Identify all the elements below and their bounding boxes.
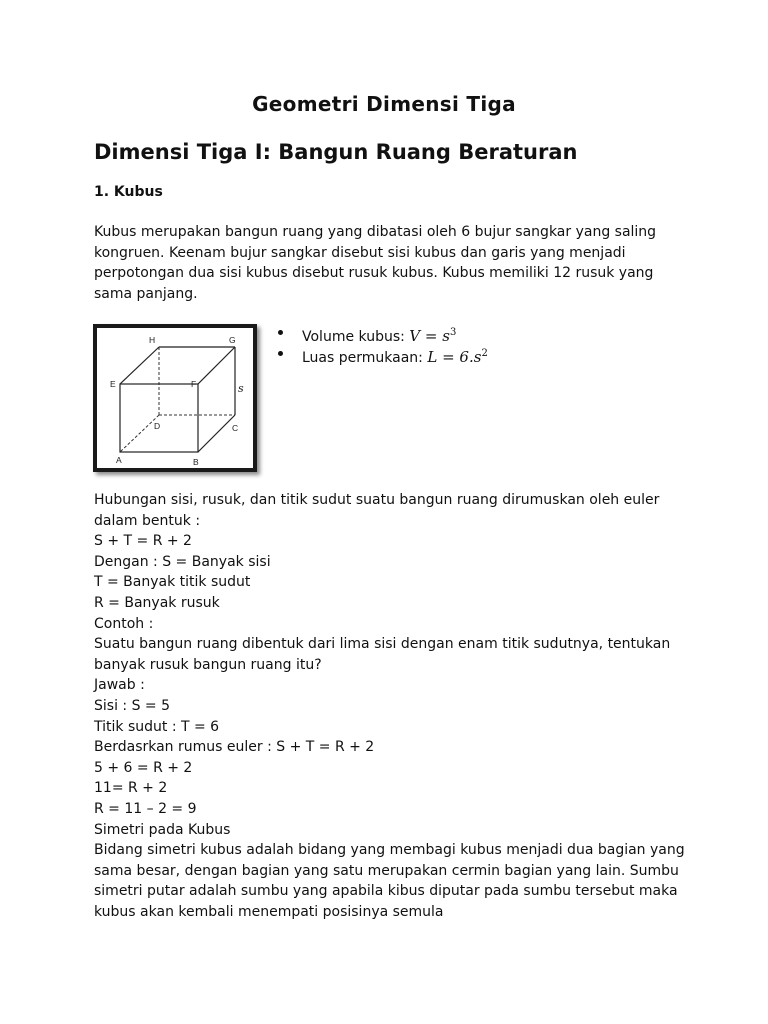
vertex-label-h: H xyxy=(149,335,156,345)
intro-line: Kubus merupakan bangun ruang yang dibatasi oleh 6 bujur sangkar yang saling xyxy=(94,224,657,240)
body-text xyxy=(94,490,694,922)
surface-area-formula: $L = 6.s^2$ xyxy=(427,348,488,366)
surface-area-label: Luas permukaan: xyxy=(302,350,428,366)
list-item xyxy=(276,343,488,364)
volume-formula: $V = s^3$ xyxy=(409,327,457,345)
bullet-icon xyxy=(278,330,283,335)
formula-list xyxy=(276,322,488,364)
vertex-label-a: A xyxy=(116,455,122,465)
body-line: Dengan : S = Banyak sisi xyxy=(94,553,271,570)
body-line: kubus akan kembali menempati posisinya semula xyxy=(94,903,444,920)
body-line: banyak rusuk bangun ruang itu? xyxy=(94,656,322,673)
vertex-label-b: B xyxy=(193,457,199,467)
body-line: S + T = R + 2 xyxy=(94,533,192,550)
vertex-label-d: D xyxy=(154,421,161,431)
body-line: Hubungan sisi, rusuk, dan titik sudut suatu bangun ruang dirumuskan oleh euler xyxy=(94,492,660,508)
body-line: Jawab : xyxy=(94,677,145,694)
edge-bc xyxy=(198,415,235,452)
bullet-icon xyxy=(278,351,283,356)
body-line: sama besar, dengan bagian yang satu merupakan cermin bagian yang lain. Sumbu xyxy=(94,862,679,879)
body-line: 11= R + 2 xyxy=(94,780,168,797)
body-line: Suatu bangun ruang dibentuk dari lima sisi dengan enam titik sudutnya, tentukan xyxy=(94,636,671,653)
body-line: Bidang simetri kubus adalah bidang yang membagi kubus menjadi dua bagian yang xyxy=(94,842,685,859)
intro-line: kongruen. Keenam bujur sangkar disebut sisi kubus dan garis yang menjadi xyxy=(94,244,626,261)
body-line: Contoh : xyxy=(94,615,154,632)
cube-figure xyxy=(93,324,257,472)
body-line: 5 + 6 = R + 2 xyxy=(94,759,193,776)
document-subtitle: Dimensi Tiga I: Bangun Ruang Beraturan xyxy=(94,140,578,164)
body-line: T = Banyak titik sudut xyxy=(94,574,251,591)
body-line: Sisi : S = 5 xyxy=(94,697,171,714)
body-line: Berdasrkan rumus euler : S + T = R + 2 xyxy=(94,739,375,756)
vertex-label-e: E xyxy=(110,379,116,389)
volume-label: Volume kubus: xyxy=(302,329,410,345)
vertex-label-g: G xyxy=(229,335,236,345)
intro-line: perpotongan dua sisi kubus disebut rusuk kubus. Kubus memiliki 12 rusuk yang xyxy=(94,265,654,282)
body-line: R = 11 – 2 = 9 xyxy=(94,800,197,817)
edge-eh xyxy=(120,347,159,384)
section-heading: 1. Kubus xyxy=(94,184,163,200)
body-line: R = Banyak rusuk xyxy=(94,594,220,611)
vertex-label-f: F xyxy=(191,379,197,389)
side-label-s: s xyxy=(238,382,244,395)
body-line: Titik sudut : T = 6 xyxy=(94,718,220,735)
intro-paragraph xyxy=(94,222,694,304)
body-line: simetri putar adalah sumbu yang apabila kibus diputar pada sumbu tersebut maka xyxy=(94,883,678,900)
vertex-label-c: C xyxy=(232,423,239,433)
intro-line: sama panjang. xyxy=(94,285,198,302)
document-title: Geometri Dimensi Tiga xyxy=(252,92,516,116)
edge-fg xyxy=(198,347,235,384)
body-line: dalam bentuk : xyxy=(94,512,201,529)
body-line: Simetri pada Kubus xyxy=(94,821,231,838)
list-item xyxy=(276,322,488,343)
cube-diagram xyxy=(97,328,253,468)
